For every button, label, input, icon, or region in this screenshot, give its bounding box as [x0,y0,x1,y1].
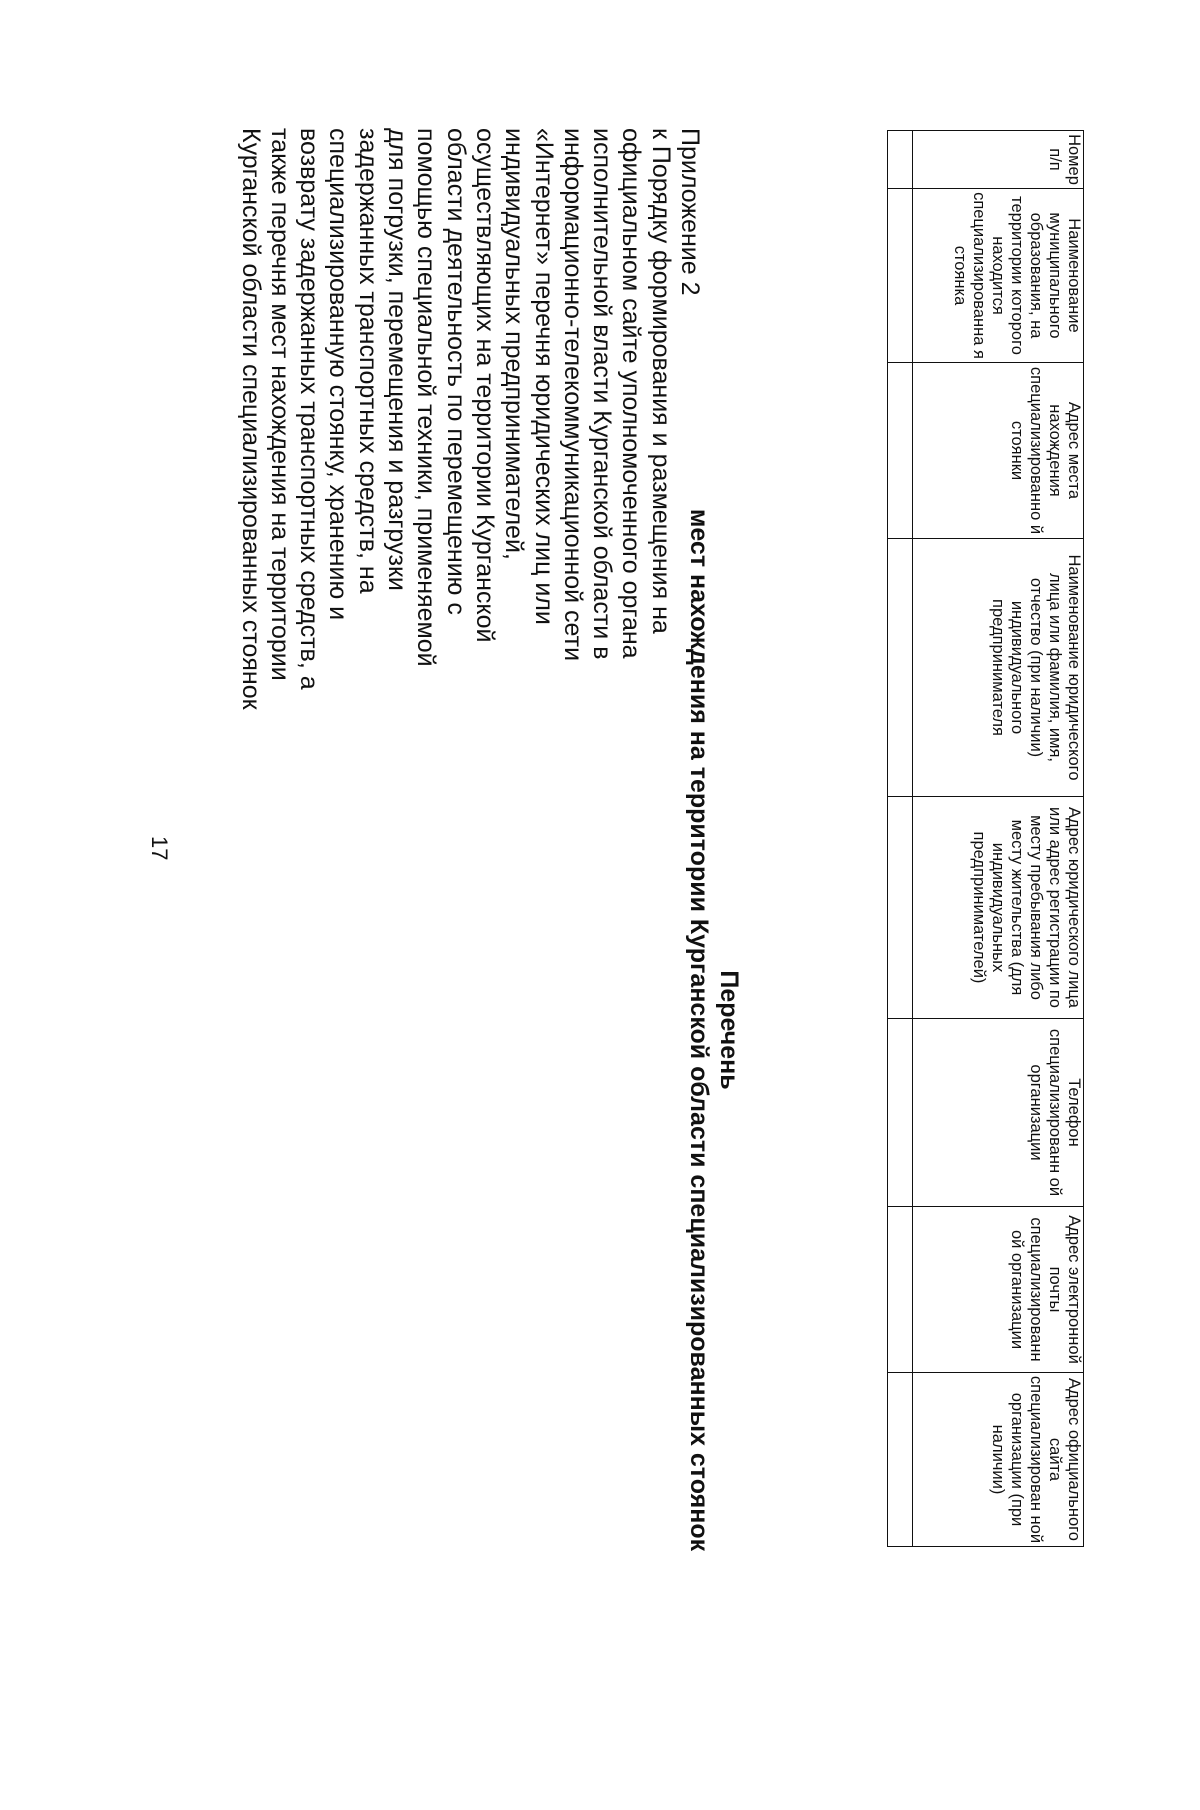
appendix-line: индивидуальных предпринимателей, [500,128,529,560]
appendix-line: информационно-телекоммуникационной сети [558,128,587,662]
appendix-line: «Интернет» перечня юридических лиц или [529,128,558,625]
table-cell [888,539,913,797]
appendix-line: осуществляющих на территории Курганской [470,128,499,643]
page-number: 17 [147,836,172,861]
table-cell [888,1019,913,1207]
table-row [888,131,913,1547]
appendix-line: помощью специальной техники, применяемой [412,128,441,667]
appendix-line: исполнительной власти Курганской области в [588,128,617,660]
column-header-municipality: Наименование муниципального образования, на территории которого находится специализированна я стоянка [913,189,1084,363]
table-cell [888,1207,913,1373]
appendix-line: к Порядку формирования и размещения на [646,128,675,634]
table-cell [888,363,913,539]
column-header-number: Номер п/п [913,131,1084,189]
appendix-line: Курганской области специализированных стоянок [236,128,265,710]
table-cell [888,189,913,363]
column-header-parking-address: Адрес места нахождения специализированно й стоянки [913,363,1084,539]
appendix-line: официальном сайте уполномоченного органа [617,128,646,659]
appendix-line: также перечня мест нахождения на территории [265,128,294,681]
parking-register-table [887,130,1084,1547]
table-cell [888,797,913,1019]
column-header-legal-address: Адрес юридического лица или адрес регистрации по месту пребывания либо месту жительства (для индивидуальных предпринимателей) [913,797,1084,1019]
appendix-line: для погрузки, перемещения и разгрузки [383,128,412,591]
table-cell [888,1373,913,1547]
appendix-line: области деятельность по перемещению с [441,128,470,615]
list-title [684,250,744,1810]
appendix-reference [235,128,704,1128]
list-title-heading: Перечень [715,970,743,1090]
column-header-phone: Телефон специализированн ой организации [913,1019,1084,1207]
list-title-subheading: мест нахождения на территории Курганской области специализированных стоянок [685,508,713,1552]
appendix-line: задержанных транспортных средств, на [353,128,382,594]
table-cell [888,131,913,189]
column-header-email: Адрес электронной почты специализированн ой организации [913,1207,1084,1373]
table-header-row [913,131,1084,1547]
column-header-organization-name: Наименование юридического лица или фамилия, имя, отчество (при наличии) индивидуального предпринимателя [913,539,1084,797]
appendix-line: Приложение 2 [676,128,704,296]
column-header-website: Адрес официального сайта специализирован ной организации (при наличии) [913,1373,1084,1547]
appendix-line: возврату задержанных транспортных средств, а [295,128,324,690]
appendix-line: специализированную стоянку, хранению и [324,128,353,621]
